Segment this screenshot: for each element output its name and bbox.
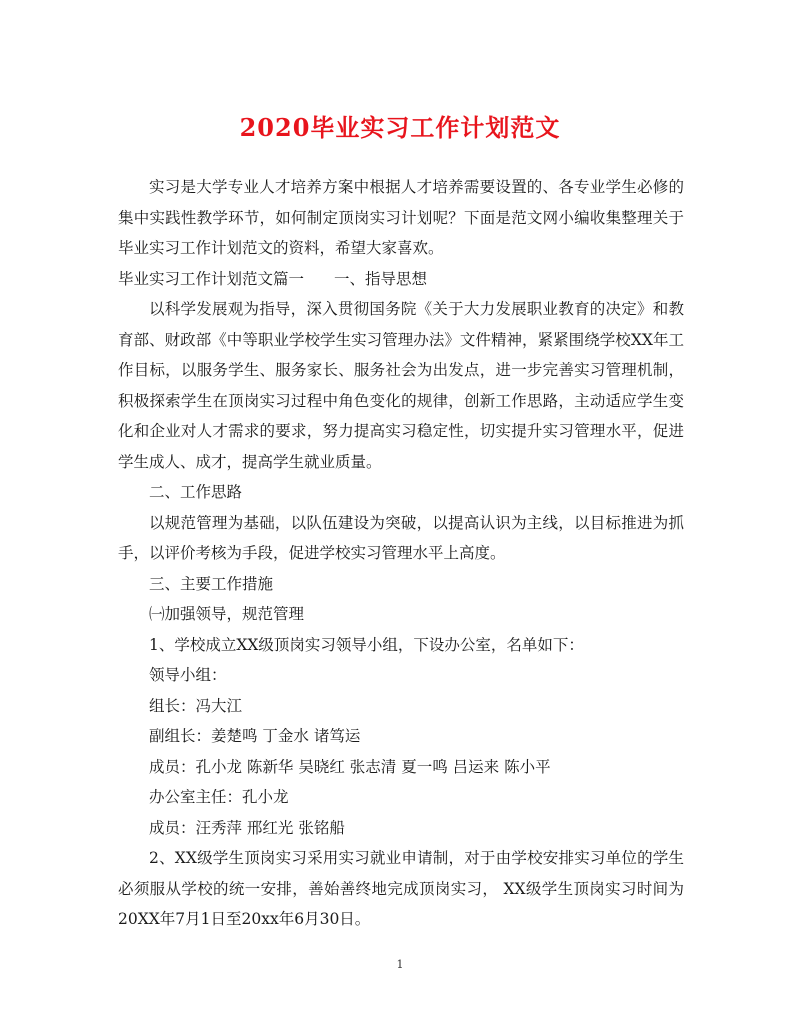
deputy-leaders: 副组长：姜楚鸣 丁金水 诸笃运 [149, 727, 361, 745]
measure-item-1: 1、学校成立XX级顶岗实习领导小组，下设办公室，名单如下： [149, 635, 584, 654]
office-director: 办公室主任：孔小龙 [149, 788, 289, 806]
office-members: 成员：汪秀萍 邢红光 张铭船 [149, 818, 345, 837]
leadership-group-label: 领导小组： [149, 666, 227, 684]
group-members: 成员：孔小龙 陈新华 吴晓红 张志清 夏一鸣 吕运来 陈小平 [149, 757, 551, 776]
page-number: 1 [396, 958, 404, 971]
measure-item-2: 2、XX级学生顶岗实习采用实习就业申请制，对于由学校安排实习单位的学生必须服从学校的统一安排，善始善终地完成顶岗实习， XX级学生顶岗实习时间为20XX年7月1日至20xx年6月30日。 [118, 849, 684, 928]
intro-paragraph: 实习是大学专业人才培养方案中根据人才培养需要设置的、各专业学生必修的集中实践性教学环节，如何制定顶岗实习计划呢？下面是范文网小编收集整理关于毕业实习工作计划范文的资料，希望大家喜欢。 [118, 178, 684, 257]
document-body [118, 172, 684, 935]
work-approach-heading: 二、工作思路 [149, 483, 243, 501]
document-title: 2020毕业实习工作计划范文 [239, 113, 561, 142]
section-heading-line [118, 264, 684, 295]
measures-subheading: ㈠加强领导，规范管理 [149, 605, 305, 623]
measures-heading: 三、主要工作措施 [149, 574, 274, 593]
group-leader: 组长：冯大江 [149, 696, 243, 715]
work-approach-paragraph: 以规范管理为基础，以队伍建设为突破，以提高认识为主线，以目标推进为抓手，以评价考核为手段，促进学校实习管理水平上高度。 [118, 513, 684, 562]
guiding-ideology-paragraph: 以科学发展观为指导，深入贯彻国务院《关于大力发展职业教育的决定》和教育部、财政部《中等职业学校学生实习管理办法》文件精神，紧紧围绕学校XX年工作目标，以服务学生、服务家长、服务社会为出发点，进一步完善实习管理机制，积极探索学生在顶岗实习过程中角色变化的规律，创新工作思路，主动适应学生变化和企业对人才需求的要求，努力提高实习稳定性，切实提升实习管理水平，促进学生成人、成才，提高学生就业质量。 [118, 300, 684, 471]
article-heading: 毕业实习工作计划范文篇一 [118, 269, 305, 288]
guiding-ideology-heading: 一、指导思想 [334, 269, 428, 288]
